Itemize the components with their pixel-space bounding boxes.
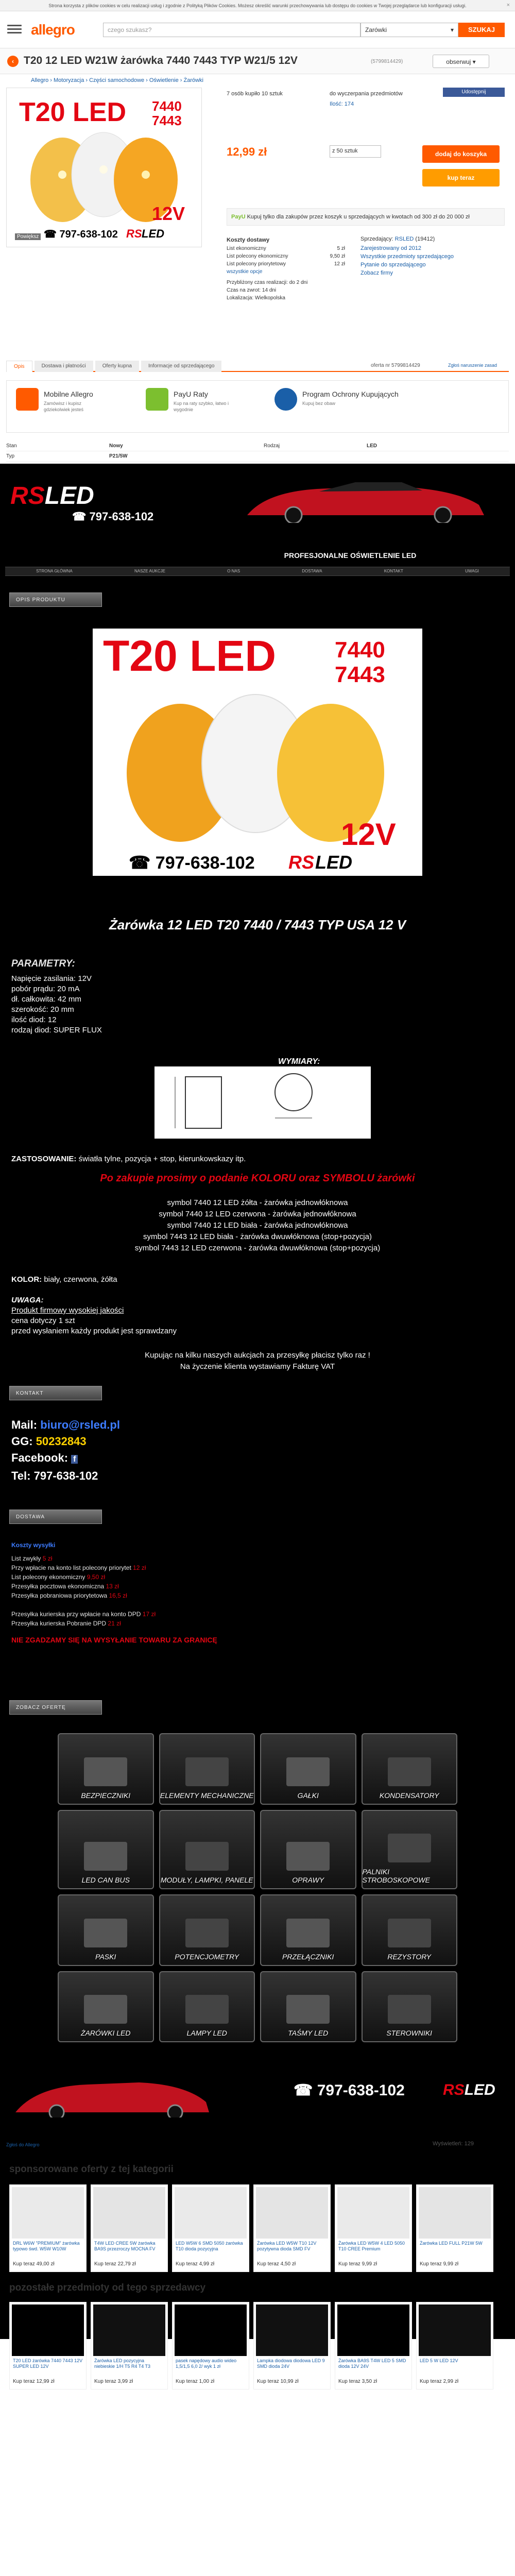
svg-text:7440: 7440: [335, 637, 385, 663]
section-header-contact: KONTAKT: [9, 1386, 102, 1400]
sponsored-carousel: [9, 2184, 506, 2272]
svg-text:☎ 797-638-102: ☎ 797-638-102: [129, 853, 255, 873]
report-link[interactable]: Zgłoś do Allegro: [6, 2142, 40, 2147]
offer-id: (5799814429): [371, 59, 403, 64]
svg-text:12V: 12V: [152, 203, 185, 224]
rsled-nav-auctions[interactable]: NASZE AUKCJE: [134, 569, 165, 573]
tile-fuses[interactable]: BEZPIECZNIKI: [58, 1733, 154, 1805]
seller-registered: Zarejestrowany od 2012: [360, 245, 422, 251]
svg-text:7440: 7440: [152, 98, 182, 114]
allegro-logo[interactable]: allegro: [31, 22, 75, 38]
share-button[interactable]: Udostępnij: [443, 88, 505, 97]
rsled-phone: ☎ 797-638-102: [72, 510, 154, 523]
tile-resistors[interactable]: REZYSTORY: [362, 1894, 458, 1966]
sold-info: 7 osób kupiło 10 sztuk: [227, 91, 283, 97]
breadcrumb[interactable]: Allegro › Motoryzacja › Części samochodowe › Oświetlenie › Żarówki: [31, 77, 203, 83]
seller-description: [0, 464, 515, 2339]
tile-led-bulbs[interactable]: ŻARÓWKI LED: [58, 1971, 154, 2043]
quantity-input[interactable]: z 50 sztuk: [330, 145, 381, 158]
tab-delivery[interactable]: Dostawa i płatności: [35, 361, 93, 372]
back-arrow-icon[interactable]: ‹: [7, 56, 19, 67]
gg-number: 50232843: [36, 1435, 87, 1448]
other-item[interactable]: Żarówka BA9S T4W LED 5 SMD dioda 12V 24V Kup teraz 3,50 zł: [335, 2302, 412, 2389]
search-input[interactable]: czego szukasz?: [103, 23, 360, 37]
ask-seller-link[interactable]: Pytanie do sprzedającego: [360, 262, 426, 268]
return-info: do wyczerpania przedmiotów: [330, 91, 403, 97]
svg-text:7443: 7443: [335, 662, 385, 687]
tile-potentiometers[interactable]: POTENCJOMETRY: [159, 1894, 255, 1966]
usage-line: ZASTOSOWANIE: światła tylne, pozycja + stop, kierunkowskazy itp.: [11, 1155, 246, 1163]
params-title: PARAMETRY:: [11, 958, 75, 969]
rsled-nav-delivery[interactable]: DOSTAWA: [302, 569, 322, 573]
bottom-banner: [5, 2066, 510, 2117]
contact-block: Mail: biuro@rsled.pl GG: 50232843 Facebook: f Tel: 797-638-102: [11, 1418, 120, 1482]
sponsored-item[interactable]: Żarówka LED W5W T10 12V pozytywna dioda SMD FV Kup teraz 4,50 zł: [253, 2184, 331, 2272]
rsled-nav-about[interactable]: O NAS: [227, 569, 241, 573]
tile-led-tapes[interactable]: TAŚMY LED: [260, 1971, 356, 2043]
rsled-nav-home[interactable]: STRONA GŁÓWNA: [36, 569, 73, 573]
others-title: pozostałe przedmioty od tego sprzedawcy: [9, 2282, 206, 2293]
other-item[interactable]: LED 5 W LED 12V Kup teraz 2,99 zł: [416, 2302, 493, 2389]
offer-title: T20 12 LED W21W żarówka 7440 7443 TYP W21/5 12V: [24, 55, 298, 66]
color-symbol-note: Po zakupie prosimy o podanie KOLORU oraz SYMBOLU żarówki: [100, 1173, 415, 1184]
svg-text:7443: 7443: [152, 113, 182, 128]
description-product-image: [93, 629, 422, 876]
rsled-logo: RSLED: [10, 482, 94, 510]
offer-title-bar: [0, 48, 515, 74]
tile-mechanical[interactable]: ELEMENTY MECHANICZNE: [159, 1733, 255, 1805]
svg-text:12V: 12V: [341, 817, 396, 852]
zoom-label[interactable]: Powiększ: [15, 233, 41, 240]
seller-box: Sprzedający: RSLED (19412) Zarejestrowany od 2012 Wszystkie przedmioty sprzedającego Pytanie do sprzedającego Zobacz firmy: [360, 236, 454, 276]
report-violation-link[interactable]: Zgłoś naruszenie zasad: [448, 363, 497, 368]
shield-icon: [274, 388, 297, 411]
tile-led-lamps[interactable]: LAMPY LED: [159, 1971, 255, 2043]
cookie-notice: [0, 0, 515, 11]
multi-buy-note: Kupując na kilku naszych aukcjach za przesyłkę płacisz tylko raz ! Na życzenie klienta wystawiamy Fakturę VAT: [145, 1351, 370, 1371]
note-block: UWAGA: Produkt firmowy wysokiej jakości cena dotyczy 1 szt przed wysłaniem każdy produkt jest sprawdzany: [11, 1296, 177, 1335]
other-item[interactable]: T20 LED żarówka 7440 7443 12V SUPER LED 12V Kup teraz 12,99 zł: [9, 2302, 87, 2389]
big-img-title: T20 LED: [103, 632, 277, 680]
rsled-banner: [5, 479, 510, 526]
rsled-nav-contact[interactable]: KONTAKT: [384, 569, 403, 573]
other-item[interactable]: Żarówka LED pozycyjna niebieskie 1/H T5 R4 T4 T3 Kup teraz 3,99 zł: [91, 2302, 168, 2389]
sponsored-item[interactable]: DRL W6W "PREMIUM" żarówka typowo śwd. W5W W10W Kup teraz 49,00 zł: [9, 2184, 87, 2272]
svg-text:LED: LED: [315, 852, 352, 873]
chevron-down-icon: ▾: [450, 26, 454, 33]
description-title: Żarówka 12 LED T20 7440 / 7443 TYP USA 12 V: [109, 917, 406, 933]
tile-knobs[interactable]: GAŁKI: [260, 1733, 356, 1805]
email-link[interactable]: biuro@rsled.pl: [40, 1418, 120, 1431]
tile-controllers[interactable]: STEROWNIKI: [362, 1971, 458, 2043]
offer-tabs: [6, 361, 509, 372]
rsled-tagline: PROFESJONALNE OŚWIETLENIE LED: [284, 551, 417, 560]
facebook-icon[interactable]: f: [71, 1455, 78, 1464]
tile-strobe[interactable]: PALNIKI STROBOSKOPOWE: [362, 1810, 458, 1890]
close-icon[interactable]: ×: [506, 2, 510, 8]
sponsored-item[interactable]: Żarówka LED W5W 4 LED 5050 T10 CREE Premium Kup teraz 9,99 zł: [335, 2184, 412, 2272]
payu-icon: [146, 388, 168, 411]
category-select[interactable]: Zarówki ▾: [360, 23, 458, 37]
sponsored-item[interactable]: LED W5W 6 SMD 5050 żarówka T10 dioda pozycyjna Kup teraz 4,99 zł: [172, 2184, 249, 2272]
tile-modules[interactable]: MODUŁY, LAMPKI, PANELE: [159, 1810, 255, 1890]
shipping-costs: Koszty wysyłki List zwykły 5 zł Przy wpłacie na konto list polecony priorytet 12 zł List polecony ekonomiczny 9,50 zł Przesyłka pocztowa ekonomiczna 13 zł Przesyłka pobraniowa priorytetowa 16,5 zł Przesyłka kurierska przy wpłacie na konto DPD 17 zł Przesyłka kurierska Pobranie DPD 21 zł NIE ZGADZAMY SIĘ NA WYSYŁANIE TOWARU ZA GRANICĘ: [11, 1541, 217, 1644]
observe-button[interactable]: obserwuj ▾: [433, 55, 489, 68]
tab-offers[interactable]: Oferty kupna: [95, 361, 139, 372]
tile-fixtures[interactable]: OPRAWY: [260, 1810, 356, 1890]
svg-text:☎ 797-638-102: ☎ 797-638-102: [44, 229, 118, 240]
svg-text:RS: RS: [288, 852, 315, 873]
dimensions-drawing: [154, 1066, 371, 1139]
svg-text:RS: RS: [126, 227, 142, 240]
remaining-qty: Ilość: 174: [330, 101, 354, 107]
rsled-nav-notes[interactable]: UWAGI: [465, 569, 479, 573]
tile-capacitors[interactable]: KONDENSATORY: [362, 1733, 458, 1805]
section-header-offers: ZOBACZ OFERTĘ: [9, 1700, 102, 1715]
promo-strip: [6, 380, 509, 433]
sponsored-item[interactable]: T4W LED CREE 5W żarówka BA9S przezroczy MOCNA FV Kup teraz 22,79 zł: [91, 2184, 168, 2272]
view-count: Wyświetleń: 129: [433, 2141, 474, 2147]
all-delivery-options-link[interactable]: wszystkie opcje: [227, 269, 263, 275]
sports-car-image: [237, 479, 494, 523]
buy-now-button[interactable]: kup teraz: [422, 169, 500, 187]
svg-text:LED: LED: [142, 227, 164, 240]
other-item[interactable]: Lampka diodowa diodowa LED 9 SMD dioda 24V Kup teraz 10,99 zł: [253, 2302, 331, 2389]
params-table: Stan Nowy Rodzaj LED Typ P21/5W: [6, 441, 509, 462]
tile-led-canbus[interactable]: LED CAN BUS: [58, 1810, 154, 1890]
dimensions-title: WYMIARY:: [278, 1057, 320, 1066]
sponsored-title: sponsorowane oferty z tej kategorii: [9, 2164, 174, 2175]
payu-info: PayU Kupuj tylko dla zakupów przez koszyk u sprzedających w kwotach od 300 zł do 20 000 zł: [227, 208, 505, 226]
symbols-list: symbol 7440 12 LED żółta - żarówka jednowłóknowa symbol 7440 12 LED czerwona - żarówka jednowłóknowa symbol 7440 12 LED biała - żarówka jednowłóknowa symbol 7443 12 LED biała - żarówka dwuwłóknowa (stop+pozycja) symbol 7443 12 LED czerwona - żarówka dwuwłóknowa (stop+pozycja): [134, 1198, 381, 1252]
promo-mobile[interactable]: Mobilne Allegro Zamówisz i kupisz gdziekolwiek jesteś: [16, 388, 106, 426]
offer-price: 12,99 zł: [227, 145, 267, 158]
section-header-delivery: DOSTAWA: [9, 1510, 102, 1524]
others-carousel: [9, 2302, 506, 2389]
seller-all-items-link[interactable]: Wszystkie przedmioty sprzedającego: [360, 253, 454, 260]
mobile-icon: [16, 388, 39, 411]
payu-logo: PayU: [231, 214, 246, 220]
banner-logo: RSLED: [443, 2081, 495, 2098]
search-button[interactable]: SZUKAJ: [458, 23, 505, 37]
add-to-cart-button[interactable]: dodaj do koszyka: [422, 145, 500, 163]
cookie-notice-text: Strona korzysta z plików cookies w celu realizacji usług i zgodnie z Polityką Plików Cookies. Możesz określić warunki przechowywania lub dostępu do cookies w Twojej przeglądarce lub konfiguracji usługi.: [48, 3, 467, 8]
tab-description[interactable]: Opis: [6, 361, 32, 372]
category-tiles: [58, 1733, 457, 2042]
site-header: [0, 11, 515, 48]
tile-switches[interactable]: PRZEŁĄCZNIKI: [260, 1894, 356, 1966]
section-header-description: OPIS PRODUKTU: [9, 592, 102, 607]
see-company-link[interactable]: Zobacz firmy: [360, 270, 393, 276]
offer-number: oferta nr 5799814429: [371, 363, 420, 368]
params-list: Napięcie zasilania: 12V pobór prądu: 20 mA dł. całkowita: 42 mm szerokość: 20 mm ilość diod: 12 rodzaj diod: SUPER FLUX: [11, 974, 102, 1035]
tile-strips[interactable]: PASKI: [58, 1894, 154, 1966]
promo-payu[interactable]: PayU Raty Kup na raty szybko, łatwo i wygodnie: [146, 388, 235, 426]
main-product-image[interactable]: [6, 88, 202, 247]
rsled-nav: [5, 567, 510, 576]
promo-protection[interactable]: Program Ochrony Kupujących Kupuj bez obaw: [274, 388, 399, 426]
tab-seller-info[interactable]: Informacje od sprzedającego: [141, 361, 221, 372]
banner-phone: ☎ 797-638-102: [294, 2082, 405, 2099]
delivery-costs: Koszty dostawy List ekonomiczny 5 zł List polecony ekonomiczny 9,50 zł List polecony priorytetowy 12 zł wszystkie opcje Przybliżony czas realizacji: do 2 dni Czas na zwrot: 14 dni Lokalizacja: Wielkopolska: [227, 237, 345, 301]
seller-link[interactable]: RSLED: [394, 236, 414, 242]
hamburger-menu-icon[interactable]: [7, 22, 22, 36]
other-item[interactable]: pasek napędowy audio wideo 1,5/1,5 6,0 2/ wyk 1 zł Kup teraz 1,00 zł: [172, 2302, 249, 2389]
img-title: T20 LED: [19, 97, 127, 127]
sponsored-item[interactable]: Żarówka LED FULL P21W 5W Kup teraz 9,99 zł: [416, 2184, 493, 2272]
color-line: KOLOR: biały, czerwona, żółta: [11, 1275, 117, 1284]
